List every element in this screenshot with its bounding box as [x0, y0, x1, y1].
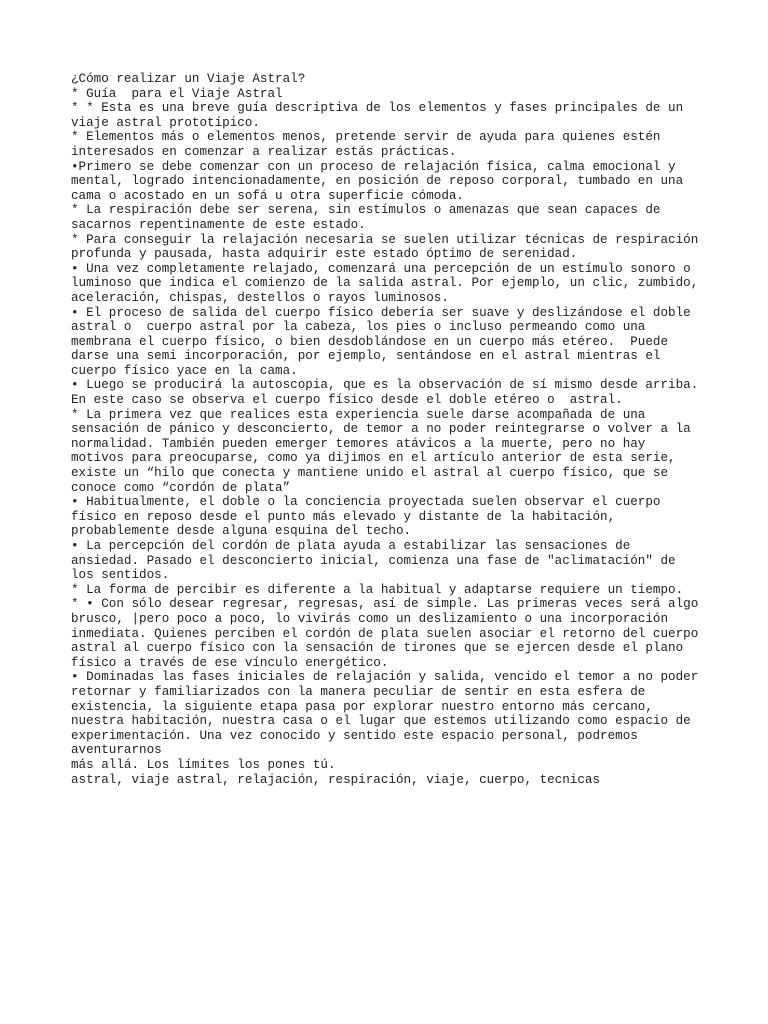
text-line: • El proceso de salida del cuerpo físico debería ser suave y deslizándose el doble	[71, 305, 691, 320]
text-line: profunda y pausada, hasta adquirir este estado óptimo de serenidad.	[71, 247, 578, 262]
text-line: los sentidos.	[71, 568, 170, 583]
text-line: * Para conseguir la relajación necesaria se suelen utilizar técnicas de respiración	[71, 232, 699, 247]
text-line: * Guía para el Viaje Astral	[71, 86, 283, 101]
text-line: * La forma de percibir es diferente a la habitual y adaptarse requiere un tiempo.	[71, 582, 684, 597]
text-line: probablemente desde alguna esquina del techo.	[71, 524, 412, 539]
text-line: astral al cuerpo físico con la sensación de tirones que se ejercen desde el plano	[71, 641, 684, 656]
text-line: sacarnos repentinamente de este estado.	[71, 217, 366, 232]
text-line: • Luego se producirá la autoscopia, que es la observación de sí mismo desde arriba.	[71, 378, 699, 393]
text-line: existe un “hilo que conecta y mantiene unido el astral al cuerpo físico, que se	[71, 466, 669, 481]
text-line: conoce como “cordón de plata”	[71, 480, 291, 495]
text-line: astral, viaje astral, relajación, respiración, viaje, cuerpo, tecnicas	[71, 772, 601, 787]
text-line: más allá. Los límites los pones tú.	[71, 757, 336, 772]
text-line: nuestra habitación, nuestra casa o el lugar que estemos utilizando como espacio de	[71, 714, 691, 729]
text-line: * • Con sólo desear regresar, regresas, así de simple. Las primeras veces será algo	[71, 597, 699, 612]
text-line: cama o acostado en un sofá u otra superficie cómoda.	[71, 188, 464, 203]
text-line: cuerpo físico yace en la cama.	[71, 363, 298, 378]
text-line: * Elementos más o elementos menos, pretende servir de ayuda para quienes estén	[71, 130, 661, 145]
text-line: normalidad. También pueden emerger temores atávicos a la muerte, pero no hay	[71, 436, 646, 451]
text-line: aceleración, chispas, destellos o rayos luminosos.	[71, 290, 449, 305]
text-line: •Primero se debe comenzar con un proceso de relajación física, calma emocional y	[71, 159, 676, 174]
text-line: existencia, la siguiente etapa pasa por explorar nuestro entorno más cercano,	[71, 699, 653, 714]
text-line: motivos para preocuparse, como ya dijimos en el artículo anterior de esta serie,	[71, 451, 676, 466]
text-line: luminoso que indica el comienzo de la salida astral. Por ejemplo, un clic, zumbido,	[71, 276, 699, 291]
text-line: viaje astral prototípico.	[71, 115, 260, 130]
document-page	[71, 72, 711, 787]
text-line: • Una vez completamente relajado, comenzará una percepción de un estímulo sonoro o	[71, 261, 691, 276]
text-line: • Habitualmente, el doble o la conciencia proyectada suelen observar el cuerpo	[71, 495, 661, 510]
text-line: físico en reposo desde el punto más elevado y distante de la habitación,	[71, 509, 616, 524]
document-title: ¿Cómo realizar un Viaje Astral?	[71, 72, 306, 86]
text-line: sensación de pánico y desconcierto, de temor a no poder reintegrarse o volver a la	[71, 422, 691, 437]
text-line: astral o cuerpo astral por la cabeza, los pies o incluso permeando como una	[71, 320, 646, 335]
text-line: darse una semi incorporación, por ejemplo, sentándose en el astral mientras el	[71, 349, 661, 364]
text-line: • Dominadas las fases iniciales de relajación y salida, vencido el temor a no poder	[71, 670, 699, 685]
text-line: experimentación. Una vez conocido y sentido este espacio personal, podremos	[71, 728, 638, 743]
text-line: • La percepción del cordón de plata ayuda a estabilizar las sensaciones de	[71, 539, 631, 553]
text-line: retornar y familiarizados con la manera peculiar de sentir en esta esfera de	[71, 684, 646, 699]
text-line: * * Esta es una breve guía descriptiva de los elementos y fases principales de un	[71, 101, 684, 116]
text-line: brusco, |pero poco a poco, lo vivirás como un deslizamiento o una incorporación	[71, 611, 669, 626]
text-line: ansiedad. Pasado el desconcierto inicial, comienza una fase de "aclimatación" de	[71, 553, 676, 568]
text-line: inmediata. Quienes perciben el cordón de plata suelen asociar el retorno del cuerpo	[71, 626, 699, 641]
text-line: * La respiración debe ser serena, sin estímulos o amenazas que sean capaces de	[71, 203, 661, 218]
text-line: En este caso se observa el cuerpo físico desde el doble etéreo o astral.	[71, 393, 623, 408]
text-line: * La primera vez que realices esta experiencia suele darse acompañada de una	[71, 407, 646, 422]
text-line: físico a través de ese vínculo energético.	[71, 655, 389, 670]
document-body	[71, 72, 711, 787]
text-line: aventurarnos	[71, 743, 162, 758]
text-line: interesados en comenzar a realizar estás prácticas.	[71, 144, 457, 159]
text-line: mental, logrado intencionadamente, en posición de reposo corporal, tumbado en una	[71, 174, 684, 189]
text-line: membrana el cuerpo físico, o bien desdoblándose en un cuerpo más etéreo. Puede	[71, 334, 669, 349]
